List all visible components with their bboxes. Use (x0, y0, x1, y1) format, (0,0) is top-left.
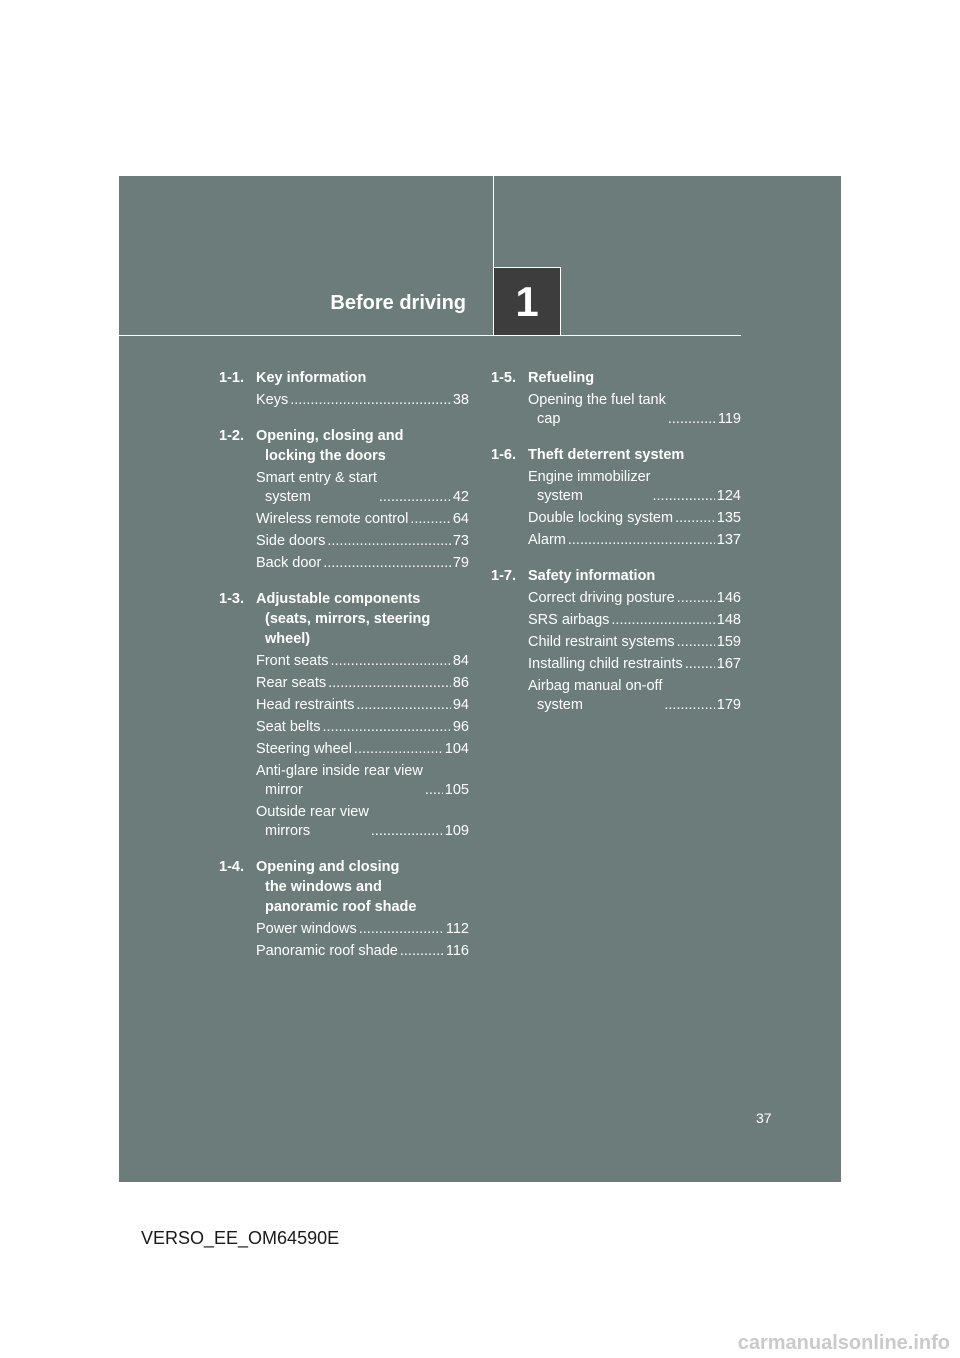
section-title: Opening, closing and locking the doors (256, 428, 404, 464)
dot-leader (359, 920, 444, 939)
dot-leader (685, 655, 715, 674)
toc-section (219, 857, 469, 961)
toc-entry-page: 124 (716, 488, 741, 504)
section-title: Safety information (528, 568, 656, 584)
toc-entry-page: 119 (717, 411, 741, 427)
toc-entry[interactable] (256, 391, 469, 410)
toc-entry-page: 38 (452, 392, 469, 408)
toc-section (219, 426, 469, 573)
header-divider-vertical (493, 176, 494, 268)
toc-section (491, 566, 741, 715)
section-title: Key information (256, 370, 367, 386)
toc-entry[interactable] (256, 920, 469, 939)
toc-entry-label: Rear seats (256, 675, 327, 691)
section-heading[interactable] (491, 445, 741, 465)
toc-entry-page: 64 (452, 511, 469, 527)
dot-leader (611, 611, 714, 630)
section-heading[interactable] (219, 589, 469, 649)
section-number: 1-2. (219, 428, 244, 444)
dot-leader (356, 696, 451, 715)
toc-entry[interactable] (528, 633, 741, 652)
section-number: 1-5. (491, 370, 516, 386)
toc-entry-page: 137 (716, 532, 741, 548)
toc-entry[interactable] (256, 652, 469, 671)
toc-entry-page: 159 (716, 634, 741, 650)
dot-leader (675, 509, 715, 528)
section-items (491, 589, 741, 715)
toc-entry-label: Front seats (256, 653, 329, 669)
toc-entry-page: 148 (716, 612, 741, 628)
dot-leader (425, 781, 443, 800)
toc-entry-label: Panoramic roof shade (256, 943, 398, 959)
toc-entry[interactable] (528, 655, 741, 674)
section-number: 1-3. (219, 591, 244, 607)
toc-entry[interactable] (256, 674, 469, 693)
section-heading[interactable] (219, 368, 469, 388)
dot-leader (331, 652, 451, 671)
chapter-number-box (493, 267, 561, 336)
dot-leader (354, 740, 443, 759)
dot-leader (328, 674, 451, 693)
dot-leader (677, 589, 715, 608)
toc-entry[interactable] (256, 740, 469, 759)
toc-entry[interactable] (256, 942, 469, 961)
toc-entry-label: Child restraint systems (528, 634, 675, 650)
toc-entry[interactable] (256, 803, 469, 841)
toc-entry-page: 86 (452, 675, 469, 691)
toc-entry-page: 84 (452, 653, 469, 669)
toc-entry-page: 112 (445, 921, 469, 937)
section-heading[interactable] (491, 368, 741, 388)
dot-leader (653, 487, 715, 506)
toc-entry-page: 105 (444, 782, 469, 798)
toc-entry-page: 179 (716, 697, 741, 713)
toc-entry[interactable] (528, 468, 741, 506)
section-number: 1-6. (491, 447, 516, 463)
toc-entry-page: 96 (452, 719, 469, 735)
toc-column-left (219, 368, 469, 977)
toc-entry-label: SRS airbags (528, 612, 610, 628)
toc-entry[interactable] (528, 509, 741, 528)
section-number: 1-7. (491, 568, 516, 584)
toc-entry[interactable] (256, 762, 469, 800)
toc-column-right (491, 368, 741, 731)
dot-leader (323, 718, 451, 737)
toc-entry-label: Outside rear view mirrors (256, 804, 369, 839)
section-items (491, 468, 741, 550)
toc-entry[interactable] (256, 469, 469, 507)
dot-leader (327, 532, 451, 551)
page-number: 37 (756, 1110, 772, 1126)
section-heading[interactable] (491, 566, 741, 586)
toc-entry-page: 116 (445, 943, 469, 959)
toc-entry-label: Power windows (256, 921, 357, 937)
section-title: Theft deterrent system (528, 447, 685, 463)
section-title: Opening and closing the windows and panoramic roof shade (256, 859, 417, 915)
toc-entry[interactable] (528, 531, 741, 550)
toc-entry-page: 104 (444, 741, 469, 757)
toc-section (491, 368, 741, 429)
toc-section (219, 368, 469, 410)
dot-leader (568, 531, 715, 550)
chapter-panel (119, 176, 841, 1182)
watermark: carmanualsonline.info (737, 1332, 950, 1354)
dot-leader (400, 942, 444, 961)
section-items (219, 391, 469, 410)
dot-leader (371, 822, 443, 841)
toc-entry[interactable] (256, 554, 469, 573)
toc-entry-label: Correct driving posture (528, 590, 675, 606)
dot-leader (290, 391, 451, 410)
dot-leader (664, 696, 714, 715)
toc-entry-page: 167 (716, 656, 741, 672)
toc-entry[interactable] (256, 510, 469, 529)
section-title: Refueling (528, 370, 595, 386)
toc-entry-label: Opening the fuel tank cap (528, 392, 666, 427)
toc-entry-page: 73 (452, 533, 469, 549)
toc-entry-page: 42 (452, 489, 469, 505)
section-number: 1-1. (219, 370, 244, 386)
toc-entry-label: Head restraints (256, 697, 355, 713)
dot-leader (410, 510, 451, 529)
toc-entry-label: Seat belts (256, 719, 321, 735)
toc-entry-label: Anti-glare inside rear view mirror (256, 763, 423, 798)
toc-entry[interactable] (256, 718, 469, 737)
chapter-title: Before driving (330, 292, 466, 314)
toc-entry-label: Installing child restraints (528, 656, 683, 672)
toc-entry-label: Engine immobilizer system (528, 469, 651, 504)
toc-entry-label: Steering wheel (256, 741, 352, 757)
toc-entry[interactable] (256, 532, 469, 551)
toc-entry[interactable] (528, 677, 741, 715)
toc-entry-label: Alarm (528, 532, 566, 548)
section-heading[interactable] (219, 857, 469, 917)
toc-entry-label: Back door (256, 555, 322, 571)
toc-entry[interactable] (528, 391, 741, 429)
toc-entry-label: Keys (256, 392, 289, 408)
toc-entry-label: Smart entry & start system (256, 470, 377, 505)
toc-entry-page: 79 (452, 555, 469, 571)
toc-section (219, 589, 469, 841)
section-title: Adjustable components (seats, mirrors, steering wheel) (256, 591, 431, 647)
toc-entry-page: 135 (716, 510, 741, 526)
toc-entry-label: Double locking system (528, 510, 674, 526)
dot-leader (677, 633, 715, 652)
toc-section (491, 445, 741, 550)
toc-entry-label: Wireless remote control (256, 511, 409, 527)
section-number: 1-4. (219, 859, 244, 875)
section-items (219, 920, 469, 961)
toc-entry-page: 109 (444, 823, 469, 839)
document-code: VERSO_EE_OM64590E (141, 1228, 340, 1248)
toc-entry-page: 94 (452, 697, 469, 713)
header-divider-horizontal (119, 335, 741, 336)
toc-entry[interactable] (528, 589, 741, 608)
dot-leader (668, 410, 716, 429)
section-items (491, 391, 741, 429)
chapter-number: 1 (515, 277, 539, 325)
toc-entry[interactable] (528, 611, 741, 630)
toc-entry[interactable] (256, 696, 469, 715)
toc-entry-page: 146 (716, 590, 741, 606)
dot-leader (379, 488, 451, 507)
section-items (219, 652, 469, 841)
section-items (219, 469, 469, 573)
dot-leader (323, 554, 451, 573)
toc-entry-label: Side doors (256, 533, 326, 549)
toc-entry-label: Airbag manual on-off system (528, 678, 663, 713)
section-heading[interactable] (219, 426, 469, 466)
